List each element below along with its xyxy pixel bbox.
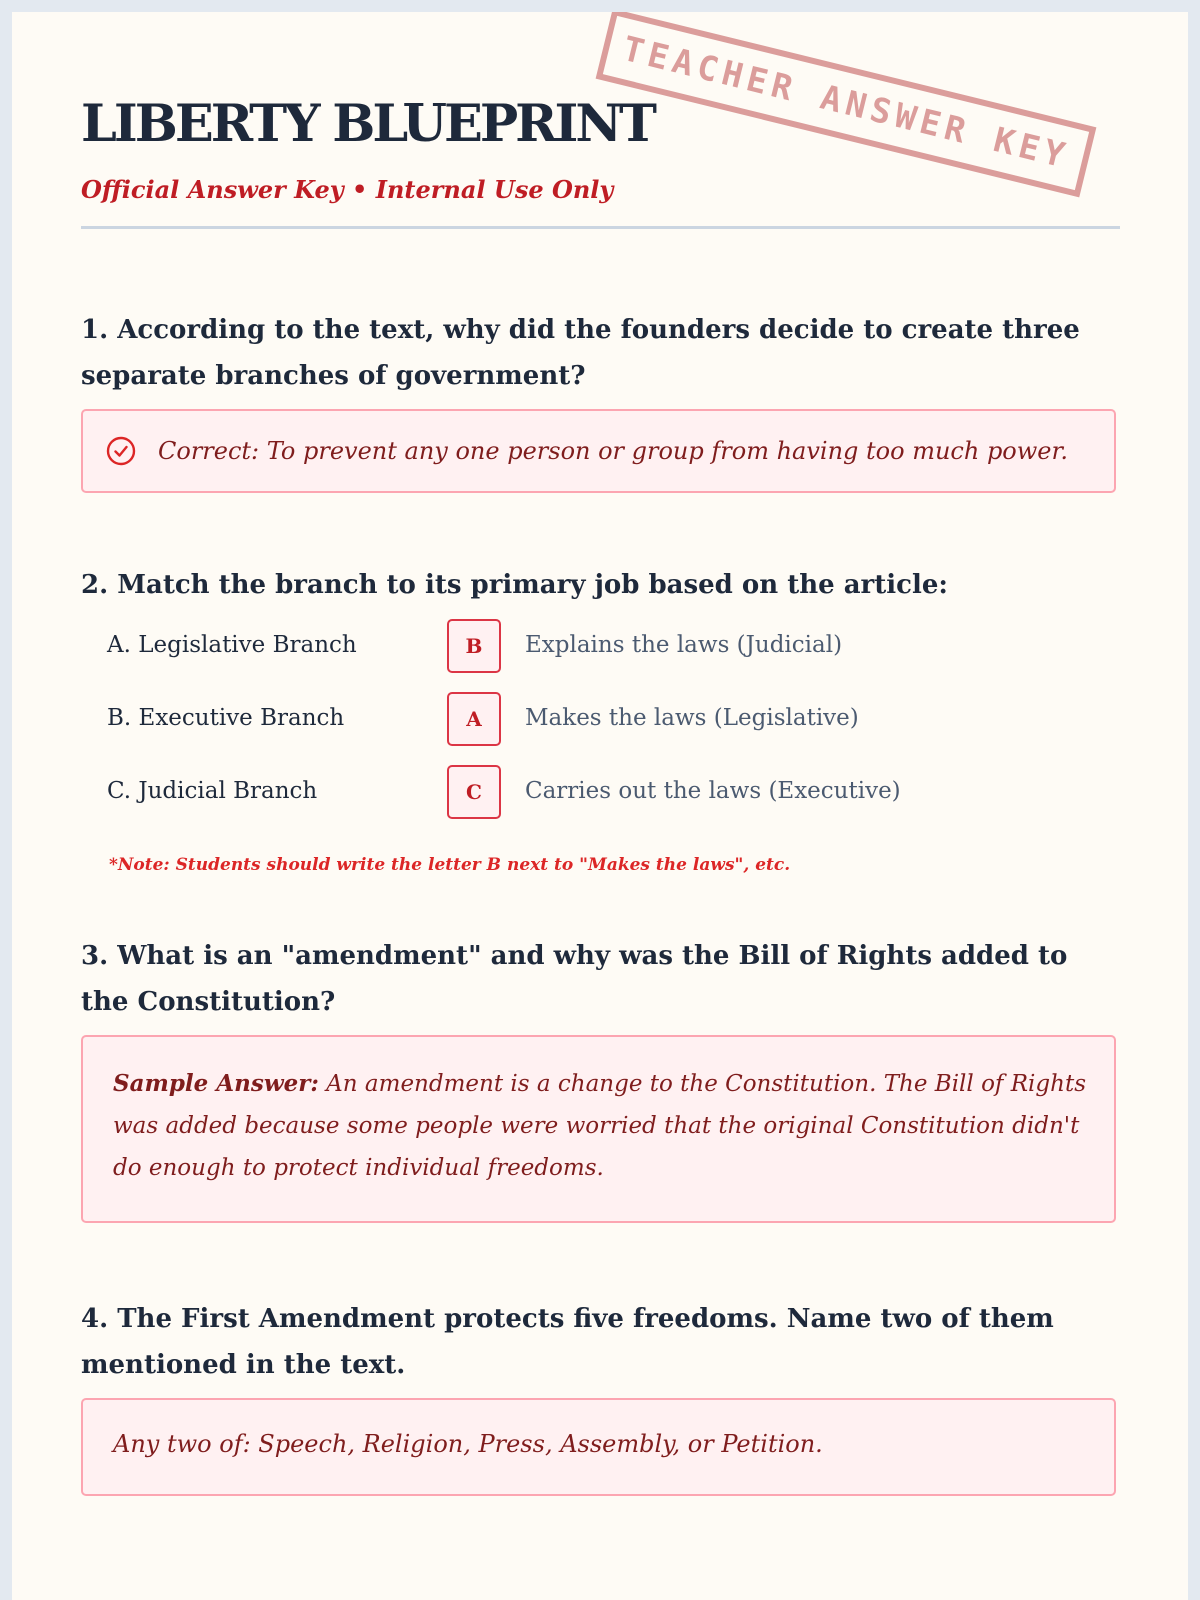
match-job: Explains the laws (Judicial): [525, 632, 843, 658]
question-3: 3. What is an "amendment" and why was the Bill of Rights added to the Constitution?: [81, 941, 1068, 1017]
check-circle-icon: [105, 435, 137, 467]
match-row: [12, 619, 1188, 673]
answer-box-1: [81, 409, 1116, 493]
match-letter-box: B: [447, 619, 501, 673]
match-row: [12, 765, 1188, 819]
teacher-answer-key-stamp: TEACHER ANSWER KEY: [596, 12, 1097, 197]
match-letter-box: C: [447, 765, 501, 819]
question-1: 1. According to the text, why did the founders decide to create three separate branches of government?: [81, 315, 1080, 391]
match-job: Makes the laws (Legislative): [525, 705, 859, 731]
match-branch: A. Legislative Branch: [107, 632, 357, 658]
answer-text-3: [113, 1063, 1090, 1189]
answer-box-3: [81, 1035, 1116, 1223]
sample-answer-body: An amendment is a change to the Constitution. The Bill of Rights was added because some people were worried that the original Constitution didn't do enough to protect individual freedoms.: [113, 1071, 1086, 1181]
page-subtitle: Official Answer Key • Internal Use Only: [81, 175, 614, 204]
match-letter-box: A: [447, 692, 501, 746]
match-branch: C. Judicial Branch: [107, 778, 318, 804]
question-2: 2. Match the branch to its primary job based on the article:: [81, 570, 948, 600]
answer-box-4: [81, 1398, 1116, 1496]
teacher-note: *Note: Students should write the letter B next to "Makes the laws", etc.: [109, 855, 791, 875]
answer-key-page: [12, 12, 1188, 1600]
sample-answer-label: Sample Answer:: [113, 1070, 319, 1097]
match-branch: B. Executive Branch: [107, 705, 345, 731]
match-row: [12, 692, 1188, 746]
header-divider: [81, 226, 1120, 229]
answer-text-1: Correct: To prevent any one person or group from having too much power.: [158, 437, 1068, 465]
answer-text-4: Any two of: Speech, Religion, Press, Assembly, or Petition.: [113, 1430, 823, 1458]
match-job: Carries out the laws (Executive): [525, 778, 901, 804]
question-4: 4. The First Amendment protects five freedoms. Name two of them mentioned in the text.: [81, 1304, 1054, 1380]
page-title: LIBERTY BLUEPRINT: [81, 94, 654, 154]
